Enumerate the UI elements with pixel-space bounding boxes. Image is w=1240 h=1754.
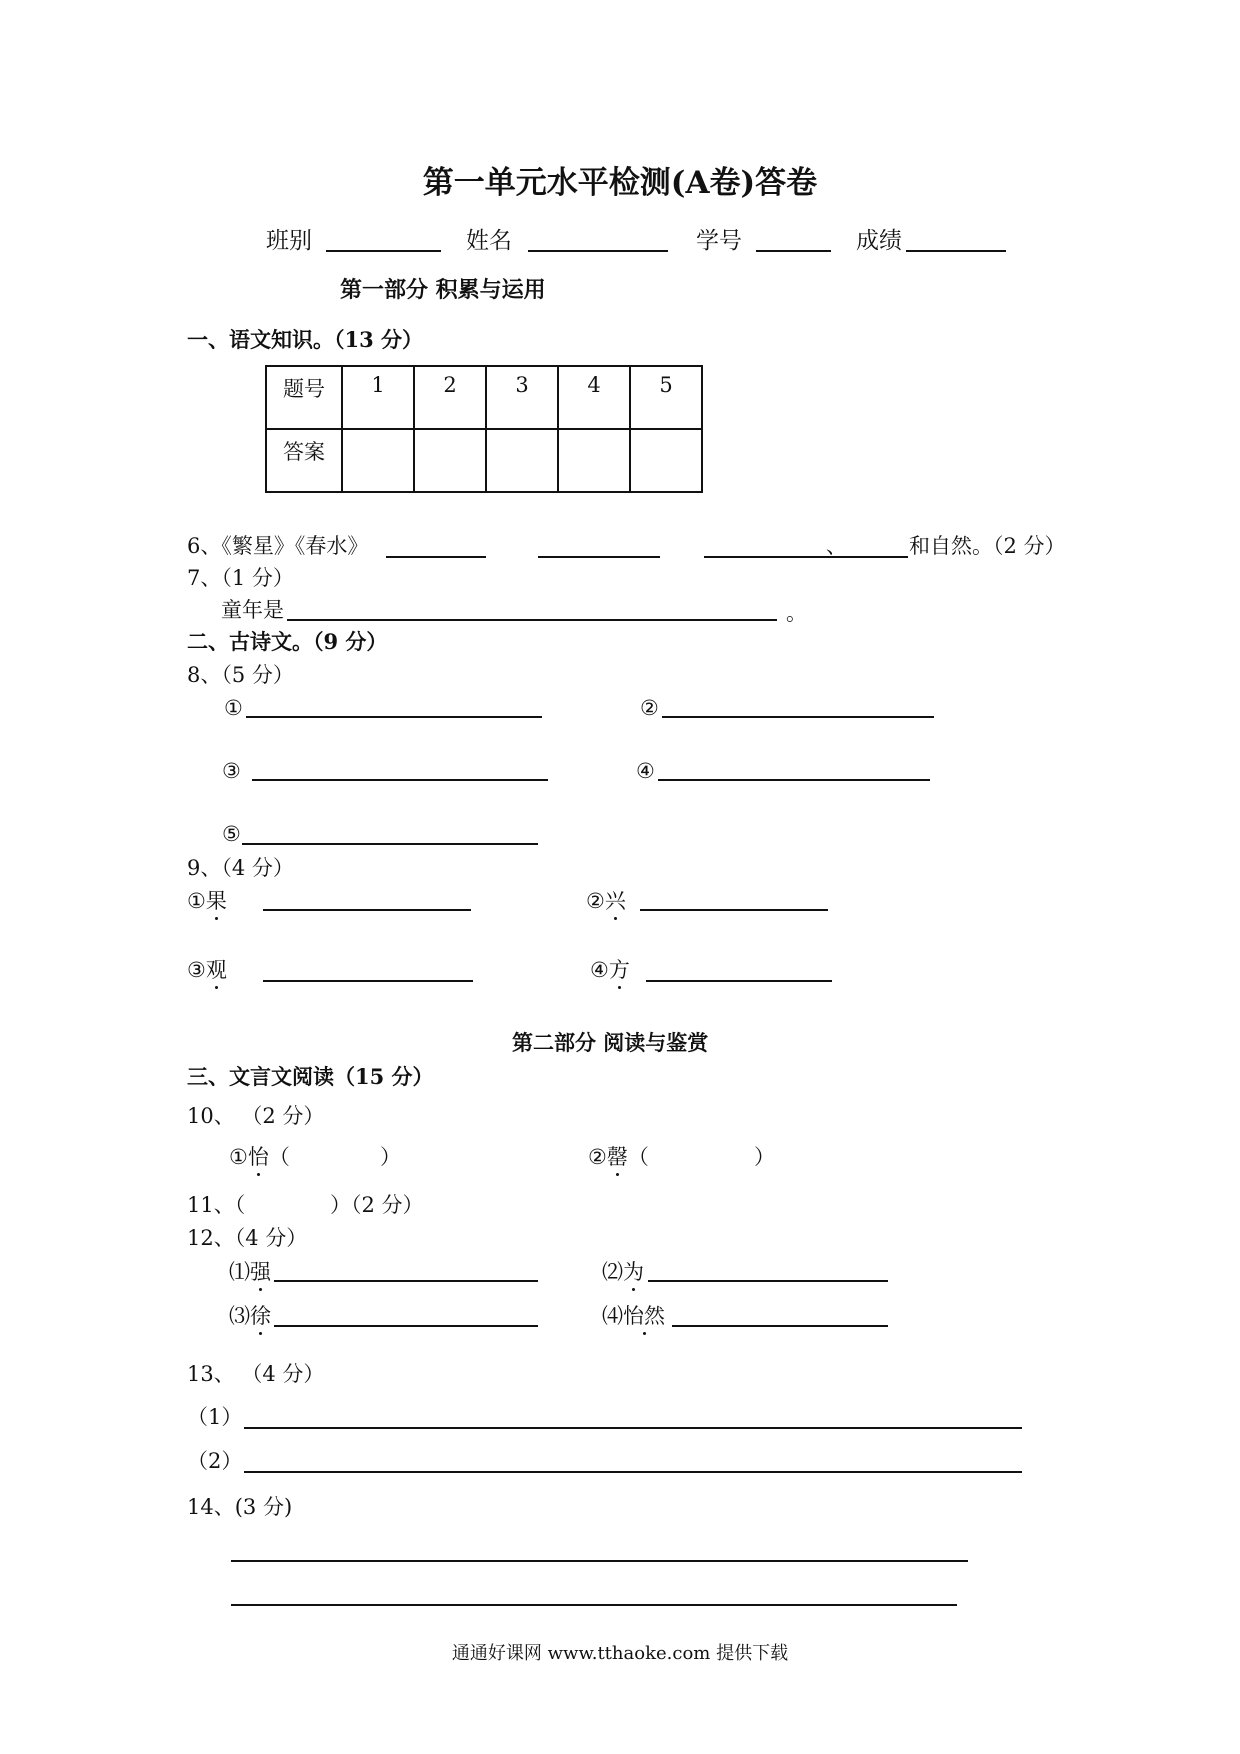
row-header-question: 题号 (266, 366, 342, 429)
section3-heading: 三、文言文阅读（15 分） (187, 1064, 434, 1089)
section2-heading: 二、古诗文。（9 分） (187, 629, 388, 654)
q8-blank-5[interactable] (242, 843, 538, 845)
q9-heading: 9、（4 分） (187, 856, 294, 880)
q12-item-4 (602, 1304, 665, 1328)
q9-item-1 (187, 889, 227, 913)
q8-blank-4[interactable] (658, 779, 930, 781)
q7-heading: 7、（1 分） (187, 566, 294, 590)
q10-close-paren-1: ） (380, 1145, 401, 1169)
q9-item-word: 兴 (604, 889, 626, 913)
q14-blank-2[interactable] (231, 1604, 957, 1606)
q10-heading: 10、 （2 分） (187, 1104, 325, 1128)
page-footer: 通通好课网 www.tthaoke.com 提供下载 (451, 1643, 789, 1664)
q13-blank-2[interactable] (244, 1471, 1022, 1473)
q7-blank[interactable] (287, 619, 777, 621)
table-row (266, 429, 702, 492)
q9-item-number: ④ (590, 958, 609, 982)
q10-item-number: ① (229, 1145, 248, 1169)
q7-text: 童年是 (221, 598, 284, 622)
q14-heading: 14、(3 分) (187, 1495, 293, 1519)
student-id-field[interactable] (756, 250, 831, 252)
question-number-cell: 3 (486, 366, 558, 429)
question-number-cell: 5 (630, 366, 702, 429)
row-header-answer: 答案 (266, 429, 342, 492)
question-number-cell: 1 (342, 366, 414, 429)
q8-mark-4: ④ (636, 759, 655, 783)
q12-item-word: 徐 (250, 1304, 271, 1328)
q12-item-3 (229, 1304, 271, 1328)
q9-blank-4[interactable] (646, 980, 832, 982)
q9-item-number: ① (187, 889, 206, 913)
answer-cell[interactable] (342, 429, 414, 492)
q12-blank-3[interactable] (274, 1325, 538, 1327)
q10-item-1 (229, 1145, 290, 1169)
q9-item-4 (590, 958, 630, 982)
name-label: 姓名 (466, 228, 512, 254)
part1-heading: 第一部分 积累与运用 (340, 277, 546, 303)
q9-item-3 (187, 958, 227, 982)
q13-mark-1: （1） (187, 1405, 243, 1429)
q12-blank-2[interactable] (648, 1280, 888, 1282)
q9-item-word: 方 (608, 958, 630, 982)
q9-blank-1[interactable] (263, 909, 471, 911)
q8-mark-1: ① (224, 696, 243, 720)
q12-item-word: 为 (623, 1260, 644, 1284)
score-field[interactable] (906, 250, 1006, 252)
q10-item-number: ② (588, 1145, 607, 1169)
q10-item-2 (588, 1145, 649, 1169)
q8-blank-3[interactable] (252, 779, 548, 781)
q9-item-number: ③ (187, 958, 206, 982)
q12-item-number: ⑴ (229, 1260, 250, 1284)
answer-cell[interactable] (558, 429, 630, 492)
q9-item-word: 观 (205, 958, 227, 982)
q7-end: 。 (786, 601, 807, 625)
q12-item-1 (229, 1260, 271, 1284)
q11-heading: 11、（ (187, 1193, 246, 1217)
q6-blank-1[interactable] (386, 556, 486, 558)
class-field[interactable] (326, 250, 441, 252)
q12-item-word: 强 (250, 1260, 271, 1284)
class-label: 班别 (266, 228, 312, 254)
q6-blank-2[interactable] (538, 556, 660, 558)
q8-heading: 8、（5 分） (187, 663, 294, 687)
q8-blank-2[interactable] (662, 716, 934, 718)
q14-blank-1[interactable] (231, 1560, 968, 1562)
q12-blank-4[interactable] (672, 1325, 888, 1327)
q11-tail: ）（2 分） (330, 1193, 424, 1217)
q10-item-word: 怡 (247, 1145, 269, 1169)
answer-cell[interactable] (630, 429, 702, 492)
q13-mark-2: （2） (187, 1449, 243, 1473)
q9-blank-2[interactable] (640, 909, 828, 911)
student-id-label: 学号 (696, 228, 742, 254)
score-label: 成绩 (856, 228, 902, 254)
q12-item-2 (602, 1260, 644, 1284)
section1-heading: 一、语文知识。（13 分） (187, 327, 424, 352)
q6-separator: 、 (826, 534, 847, 558)
q9-blank-3[interactable] (263, 980, 473, 982)
q9-item-word: 果 (205, 889, 227, 913)
name-field[interactable] (528, 250, 668, 252)
q12-item-word: 怡然 (623, 1304, 665, 1328)
q9-item-number: ② (586, 889, 605, 913)
q13-heading: 13、 （4 分） (187, 1362, 325, 1386)
part2-heading: 第二部分 阅读与鉴赏 (512, 1030, 709, 1055)
answer-cell[interactable] (486, 429, 558, 492)
question-number-cell: 4 (558, 366, 630, 429)
q12-item-number: ⑷ (602, 1304, 623, 1328)
question-number-cell: 2 (414, 366, 486, 429)
q10-open-paren: （ (627, 1145, 649, 1169)
q12-item-number: ⑶ (229, 1304, 250, 1328)
q12-blank-1[interactable] (274, 1280, 538, 1282)
q8-mark-5: ⑤ (222, 822, 241, 846)
q8-blank-1[interactable] (246, 716, 542, 718)
q10-item-word: 罄 (606, 1145, 628, 1169)
q10-open-paren: （ (268, 1145, 290, 1169)
q9-item-2 (586, 889, 626, 913)
q12-heading: 12、（4 分） (187, 1226, 308, 1250)
q10-close-paren-2: ） (754, 1145, 775, 1169)
answer-table (265, 365, 703, 493)
q12-item-number: ⑵ (602, 1260, 623, 1284)
q6-suffix: 和自然。（2 分） (909, 534, 1066, 558)
page-title: 第一单元水平检测(A卷)答卷 (422, 165, 818, 201)
q13-blank-1[interactable] (244, 1427, 1022, 1429)
answer-cell[interactable] (414, 429, 486, 492)
q8-mark-2: ② (640, 696, 659, 720)
q8-mark-3: ③ (222, 759, 241, 783)
q6-blank-3[interactable] (704, 556, 908, 558)
table-row (266, 366, 702, 429)
q6-prefix: 6、《繁星》《春水》 (187, 534, 369, 558)
